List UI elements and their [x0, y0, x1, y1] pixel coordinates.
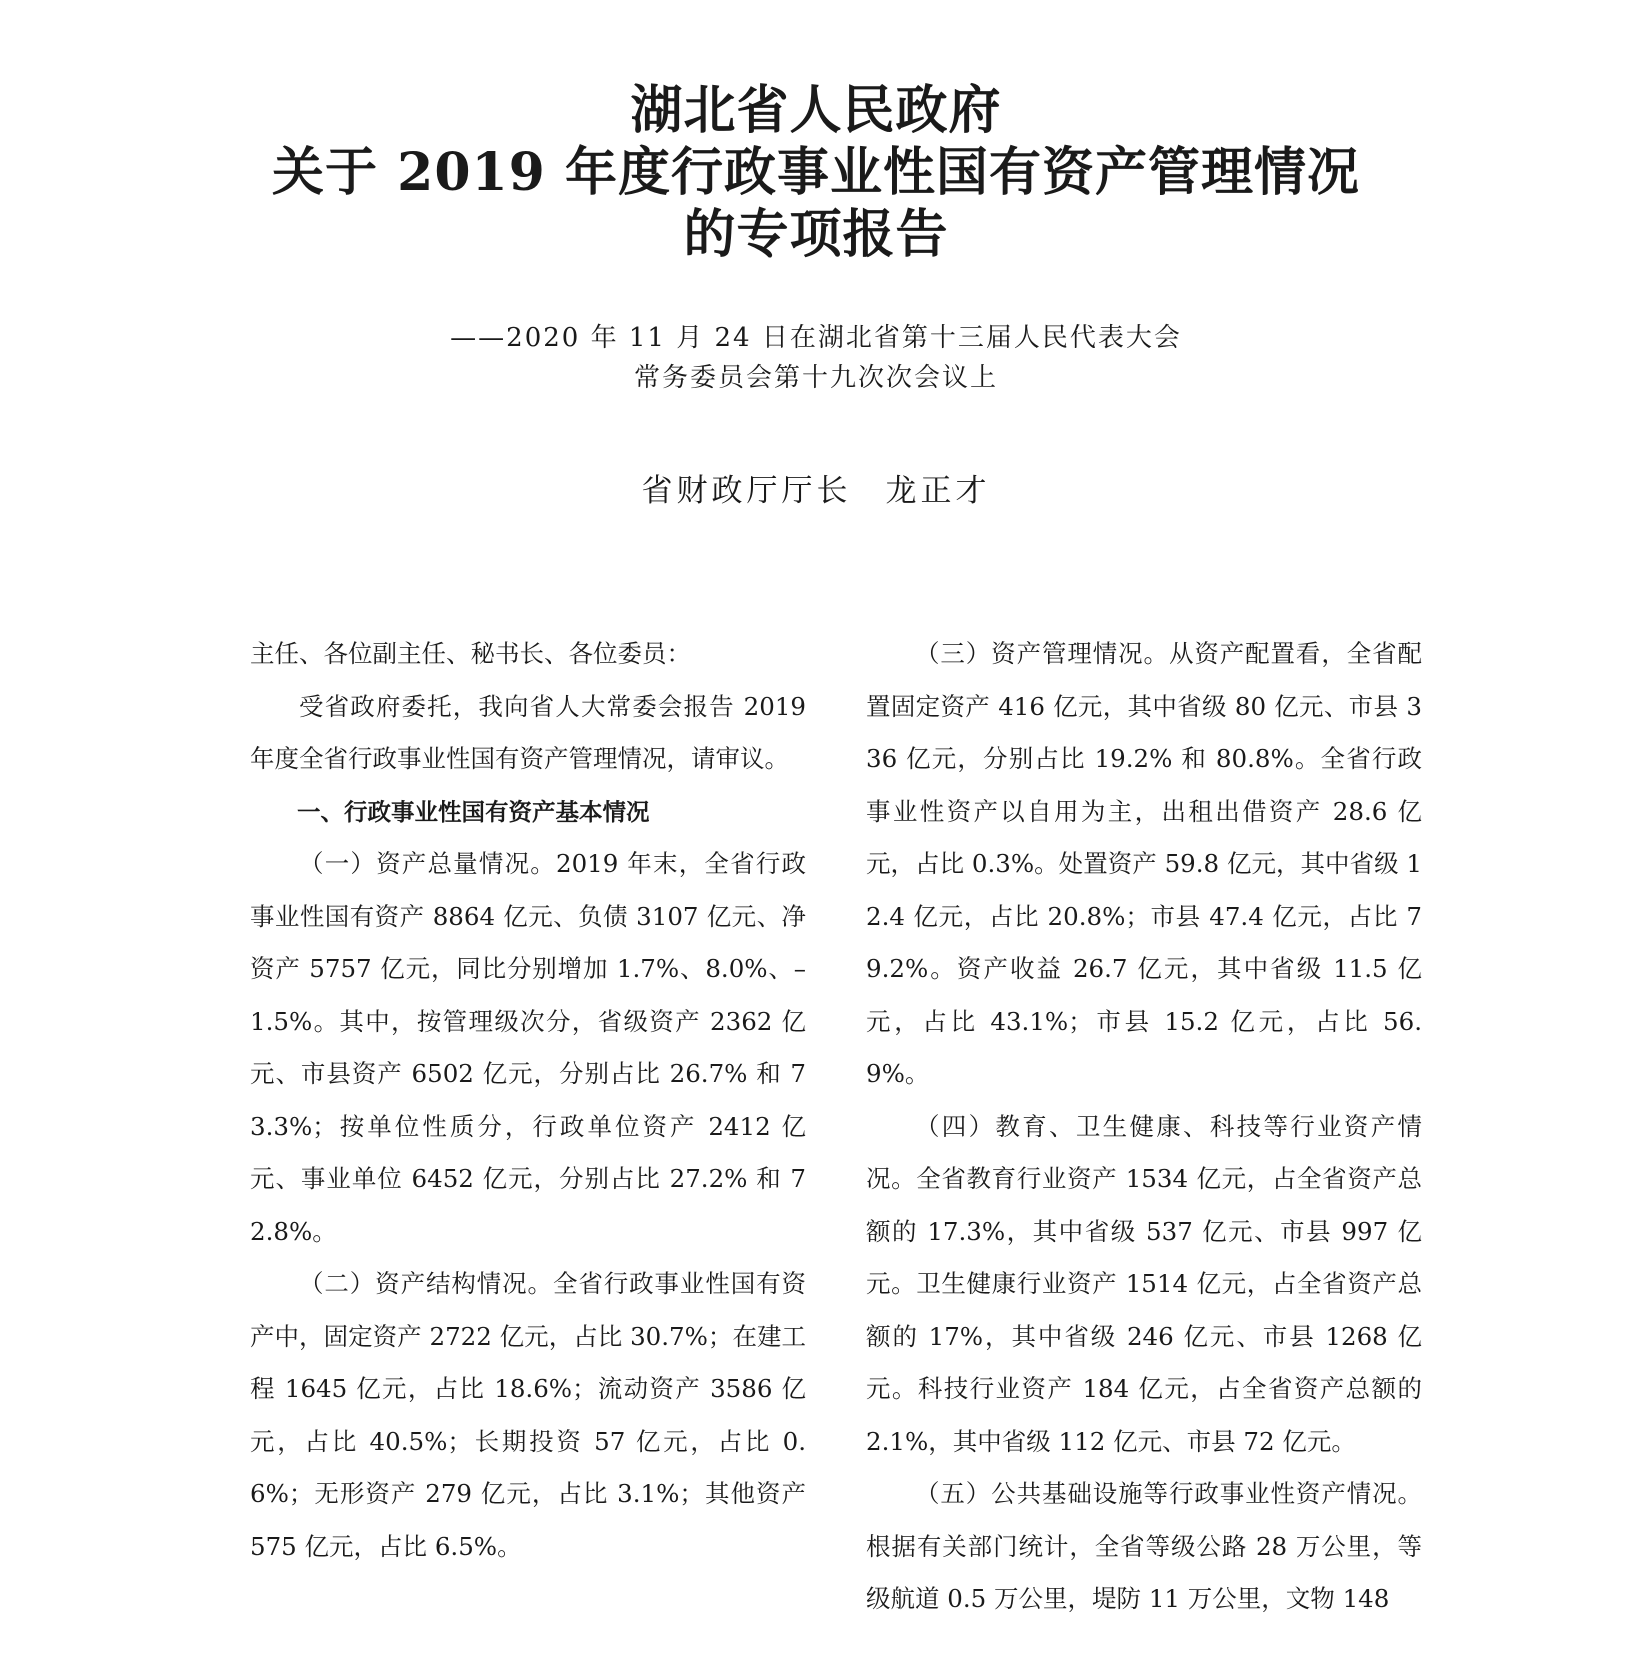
title-line-1: 湖北省人民政府	[630, 80, 1002, 141]
speaker-position: 省财政厅厅长	[641, 473, 852, 509]
paragraph-industry-assets: （四）教育、卫生健康、科技等行业资产情况。全省教育行业资产 1534 亿元，占全省资产总额的 17.3%，其中省级 537 亿元、市县 997 亿元。卫生健康行业资产 1514 亿元，占全省资产总额的 17%，其中省级 246 亿元、市县 1268 亿元。科技行业资产 184 亿元，占全省资产总额的 2.1%，其中省级 112 亿元、市县 72 亿元。	[866, 1111, 1422, 1456]
paragraph-infrastructure-assets: （五）公共基础设施等行政事业性资产情况。根据有关部门统计，全省等级公路 28 万公里，等级航道 0.5 万公里，堤防 11 万公里，文物 148	[866, 1479, 1422, 1613]
section-heading-1: 一、行政事业性国有资产基本情况	[297, 797, 650, 826]
subtitle-line-2: 常务委员会第十九次次会议上	[633, 363, 998, 393]
paragraph-asset-management: （三）资产管理情况。从资产配置看，全省配置固定资产 416 亿元，其中省级 80 亿元、市县 336 亿元，分别占比 19.2% 和 80.8%。全省行政事业性资产以自用为主，出租出借资产 28.6 亿元，占比 0.3%。处置资产 59.8 亿元，其中省级 12.4 亿元，占比 20.8%；市县 47.4 亿元，占比 79.2%。资产收益 26.7 亿元，其中省级 11.5 亿元，占比 43.1%；市县 15.2 亿元，占比 56.9%。	[866, 639, 1422, 1088]
left-column	[250, 628, 806, 1573]
subtitle-line-1: ——2020 年 11 月 24 日在湖北省第十三届人民代表大会	[450, 323, 1182, 353]
right-column	[866, 628, 1422, 1626]
paragraph-asset-structure: （二）资产结构情况。全省行政事业性国有资产中，固定资产 2722 亿元，占比 30.7%；在建工程 1645 亿元，占比 18.6%；流动资产 3586 亿元，占比 40.5%；长期投资 57 亿元，占比 0.6%；无形资产 279 亿元，占比 3.1%；其他资产 575 亿元，占比 6.5%。	[250, 1269, 806, 1561]
salutation: 主任、各位副主任、秘书长、各位委员：	[250, 639, 691, 668]
title-line-3: 的专项报告	[683, 204, 949, 265]
intro-paragraph: 受省政府委托，我向省人大常委会报告 2019 年度全省行政事业性国有资产管理情况，请审议。	[250, 691, 806, 773]
paragraph-total-assets: （一）资产总量情况。2019 年末，全省行政事业性国有资产 8864 亿元、负债 3107 亿元、净资产 5757 亿元，同比分别增加 1.7%、8.0%、–1.5%。其中，按管理级次分，省级资产 2362 亿元、市县资产 6502 亿元，分别占比 26.7% 和 73.3%；按单位性质分，行政单位资产 2412 亿元、事业单位 6452 亿元，分别占比 27.2% 和 72.8%。	[250, 849, 806, 1246]
speaker-name: 龙正才	[885, 473, 991, 509]
title-line-2: 关于 2019 年度行政事业性国有资产管理情况	[272, 142, 1360, 203]
report-subtitle	[0, 318, 1632, 398]
report-title	[0, 80, 1632, 266]
speaker-byline	[0, 465, 1632, 510]
